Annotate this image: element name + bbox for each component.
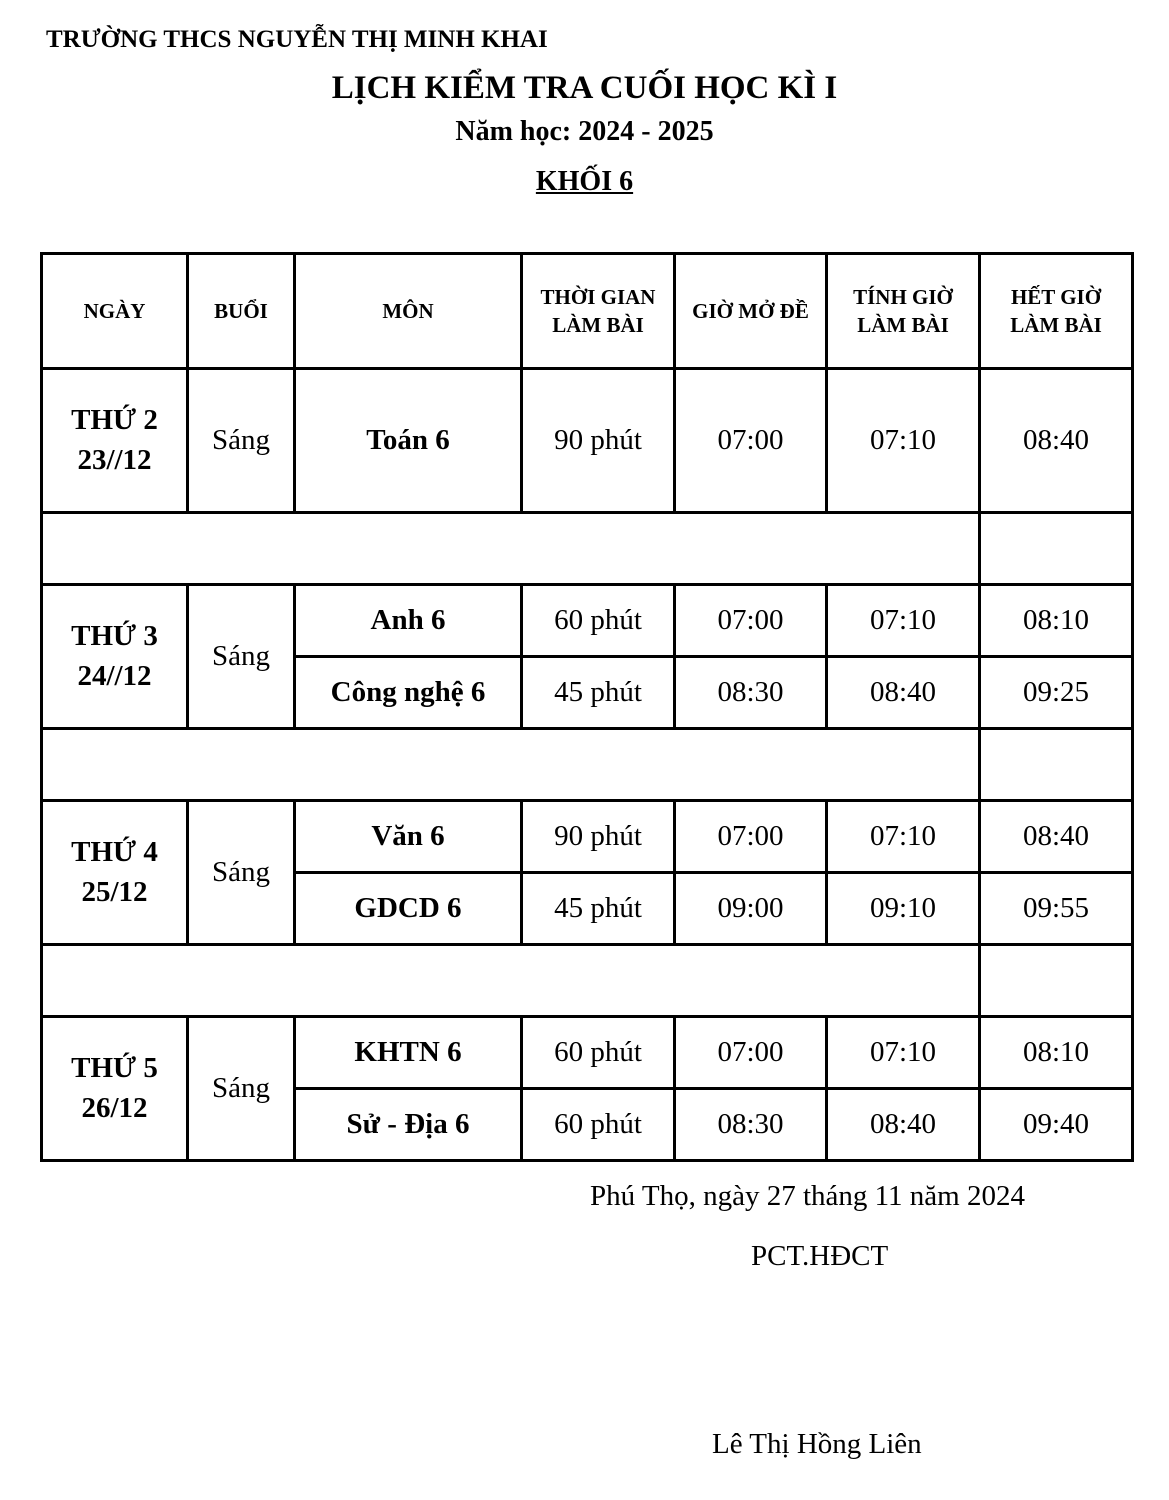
start-cell: 08:40 bbox=[827, 1089, 980, 1161]
table-row bbox=[42, 369, 1133, 513]
duration-cell: 60 phút bbox=[522, 585, 675, 657]
separator-row bbox=[42, 513, 1133, 585]
session-cell: Sáng bbox=[188, 1017, 295, 1161]
open-cell: 09:00 bbox=[675, 873, 827, 945]
col-header-day: NGÀY bbox=[42, 254, 188, 369]
start-cell: 07:10 bbox=[827, 1017, 980, 1089]
subject-cell: GDCD 6 bbox=[295, 873, 522, 945]
separator-row bbox=[42, 729, 1133, 801]
open-cell: 07:00 bbox=[675, 1017, 827, 1089]
place-date: Phú Thọ, ngày 27 tháng 11 năm 2024 bbox=[590, 1180, 1025, 1212]
table-row bbox=[42, 801, 1133, 873]
day-cell: THỨ 3 24//12 bbox=[42, 585, 188, 729]
day-cell: THỨ 2 23//12 bbox=[42, 369, 188, 513]
table-row bbox=[42, 585, 1133, 657]
col-header-end-time: HẾT GIỜ LÀM BÀI bbox=[980, 254, 1133, 369]
duration-cell: 45 phút bbox=[522, 657, 675, 729]
schedule-body bbox=[42, 369, 1133, 1161]
col-header-duration: THỜI GIAN LÀM BÀI bbox=[522, 254, 675, 369]
school-name: TRƯỜNG THCS NGUYỄN THỊ MINH KHAI bbox=[46, 26, 548, 53]
subject-cell: Anh 6 bbox=[295, 585, 522, 657]
open-cell: 07:00 bbox=[675, 801, 827, 873]
end-cell: 09:25 bbox=[980, 657, 1133, 729]
col-header-subject: MÔN bbox=[295, 254, 522, 369]
subject-cell: Công nghệ 6 bbox=[295, 657, 522, 729]
separator-cell bbox=[980, 945, 1133, 1017]
duration-cell: 90 phút bbox=[522, 369, 675, 513]
start-cell: 08:40 bbox=[827, 657, 980, 729]
grade-label: KHỐI 6 bbox=[535, 166, 634, 197]
end-cell: 08:10 bbox=[980, 585, 1133, 657]
table-row bbox=[42, 1017, 1133, 1089]
duration-cell: 90 phút bbox=[522, 801, 675, 873]
separator-cell bbox=[980, 729, 1133, 801]
session-cell: Sáng bbox=[188, 801, 295, 945]
subject-cell: Toán 6 bbox=[295, 369, 522, 513]
duration-cell: 45 phút bbox=[522, 873, 675, 945]
subject-cell: Văn 6 bbox=[295, 801, 522, 873]
col-header-open-time: GIỜ MỞ ĐỀ bbox=[675, 254, 827, 369]
header-row bbox=[42, 254, 1133, 369]
day-cell: THỨ 5 26/12 bbox=[42, 1017, 188, 1161]
open-cell: 08:30 bbox=[675, 657, 827, 729]
separator-cell bbox=[42, 513, 980, 585]
col-header-start-time: TÍNH GIỜ LÀM BÀI bbox=[827, 254, 980, 369]
separator-cell bbox=[42, 729, 980, 801]
open-cell: 07:00 bbox=[675, 369, 827, 513]
duration-cell: 60 phút bbox=[522, 1017, 675, 1089]
session-cell: Sáng bbox=[188, 585, 295, 729]
subject-cell: Sử - Địa 6 bbox=[295, 1089, 522, 1161]
signer-name: Lê Thị Hồng Liên bbox=[712, 1428, 922, 1460]
day-cell: THỨ 4 25/12 bbox=[42, 801, 188, 945]
exam-schedule-table bbox=[40, 252, 1134, 1162]
document-title: LỊCH KIỂM TRA CUỐI HỌC KÌ I bbox=[331, 70, 838, 106]
end-cell: 09:55 bbox=[980, 873, 1133, 945]
separator-row bbox=[42, 945, 1133, 1017]
end-cell: 08:10 bbox=[980, 1017, 1133, 1089]
open-cell: 08:30 bbox=[675, 1089, 827, 1161]
start-cell: 07:10 bbox=[827, 585, 980, 657]
signer-role: PCT.HĐCT bbox=[751, 1240, 889, 1272]
duration-cell: 60 phút bbox=[522, 1089, 675, 1161]
separator-cell bbox=[42, 945, 980, 1017]
end-cell: 08:40 bbox=[980, 801, 1133, 873]
end-cell: 08:40 bbox=[980, 369, 1133, 513]
start-cell: 07:10 bbox=[827, 369, 980, 513]
start-cell: 09:10 bbox=[827, 873, 980, 945]
open-cell: 07:00 bbox=[675, 585, 827, 657]
end-cell: 09:40 bbox=[980, 1089, 1133, 1161]
col-header-session: BUỔI bbox=[188, 254, 295, 369]
separator-cell bbox=[980, 513, 1133, 585]
start-cell: 07:10 bbox=[827, 801, 980, 873]
subject-cell: KHTN 6 bbox=[295, 1017, 522, 1089]
session-cell: Sáng bbox=[188, 369, 295, 513]
school-year: Năm học: 2024 - 2025 bbox=[455, 116, 714, 147]
